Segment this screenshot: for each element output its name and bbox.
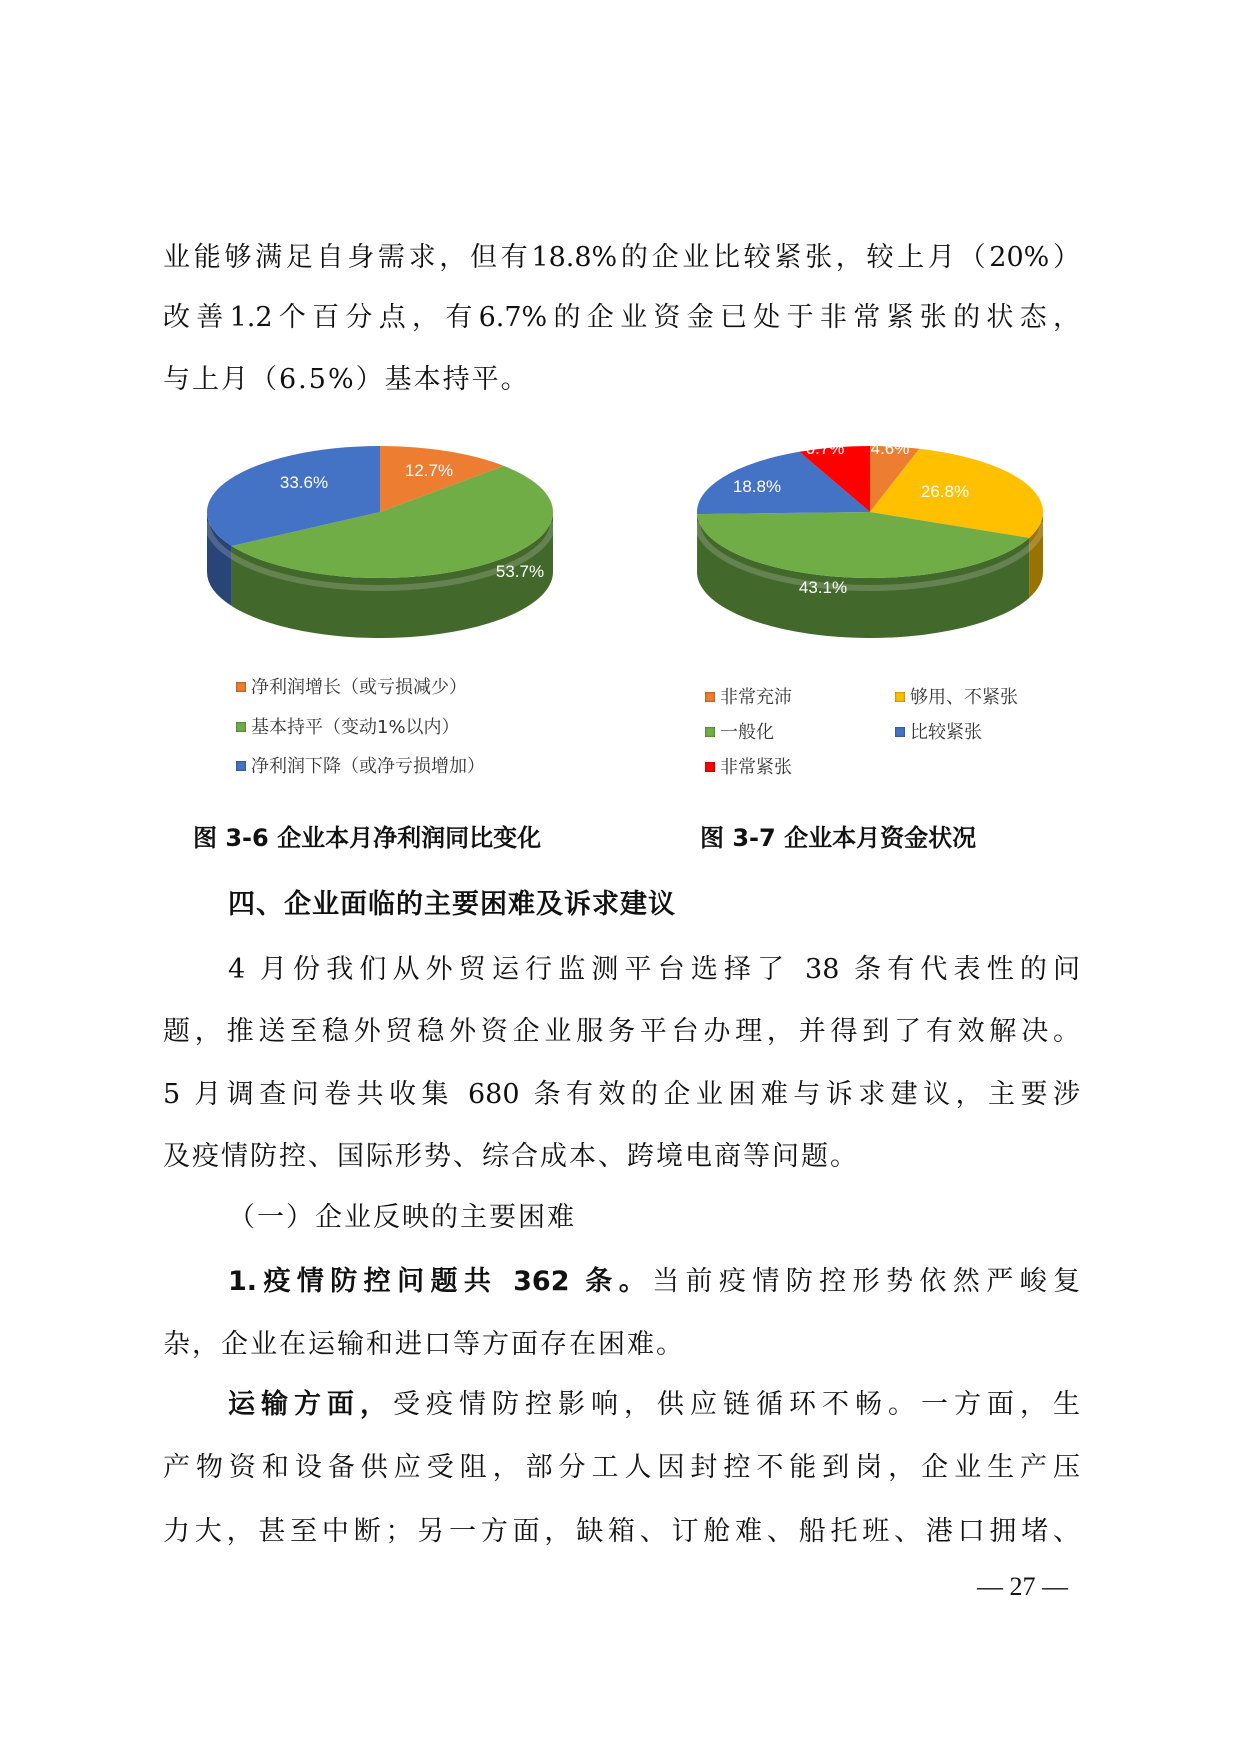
legend-item (705, 685, 792, 711)
body-line: 5 月调查问卷共收集 680 条有效的企业困难与诉求建议，主要涉 (163, 1079, 1080, 1110)
legend-item (895, 685, 1018, 711)
legend-item (236, 675, 467, 701)
pie-data-label: 26.8% (920, 482, 970, 501)
legend-marker-icon (705, 727, 715, 737)
body-line-3: 与上月（6.5%）基本持平。 (163, 364, 530, 395)
legend-item (236, 715, 460, 741)
legend-marker-icon (895, 727, 905, 737)
page-number: — 27 — (977, 1572, 1068, 1601)
legend-marker-icon (705, 692, 715, 702)
legend-marker-icon (895, 692, 905, 702)
figure-caption-3-6: 图 3-6 企业本月净利润同比变化 (193, 824, 542, 852)
body-line-with-lead (228, 1385, 1080, 1425)
legend-label: 够用、不紧张 (910, 687, 1018, 708)
legend-label: 非常充沛 (720, 687, 792, 708)
legend-marker-icon (236, 761, 246, 771)
body-line: 及疫情防控、国际形势、综合成本、跨境电商等问题。 (163, 1141, 859, 1172)
legend-label: 比较紧张 (910, 722, 982, 743)
body-line-with-lead (228, 1262, 1080, 1302)
body-line: 杂，企业在运输和进口等方面存在困难。 (163, 1329, 685, 1360)
bold-lead: 运输方面， (228, 1389, 393, 1420)
section-heading: 四、企业面临的主要困难及诉求建议 (228, 889, 676, 920)
legend-label: 净利润下降（或净亏损增加） (251, 756, 485, 777)
legend-label: 净利润增长（或亏损减少） (251, 677, 467, 698)
figure-caption-3-7: 图 3-7 企业本月资金状况 (700, 824, 977, 852)
body-line: 力大，甚至中断；另一方面，缺箱、订舱难、船托班、港口拥堵、 (163, 1516, 1080, 1547)
pie-data-label: 53.7% (495, 562, 545, 581)
body-text: 受疫情防控影响，供应链循环不畅。一方面，生 (393, 1389, 1080, 1420)
body-line-2: 改善1.2个百分点，有6.7%的企业资金已处于非常紧张的状态， (163, 302, 1080, 333)
legend-item (236, 754, 485, 780)
legend-marker-icon (236, 682, 246, 692)
bold-lead: 1.疫情防控问题共 362 条。 (228, 1266, 653, 1297)
pie-data-label: 18.8% (732, 477, 782, 496)
pie-data-label: 6.7% (805, 439, 845, 458)
pie-data-label: 4.6% (870, 439, 910, 458)
pie-data-label: 33.6% (279, 473, 329, 492)
pie-chart-net-profit (190, 430, 570, 660)
body-line: 4 月份我们从外贸运行监测平台选择了 38 条有代表性的问 (228, 954, 1080, 985)
body-line: 产物资和设备供应受阻，部分工人因封控不能到岗，企业生产压 (163, 1452, 1080, 1483)
pie-data-label: 12.7% (404, 461, 454, 480)
body-line: 题，推送至稳外贸稳外资企业服务平台办理，并得到了有效解决。 (163, 1016, 1080, 1047)
legend-label: 基本持平（变动1%以内） (251, 717, 460, 738)
pie-data-label: 43.1% (798, 578, 848, 597)
pie-chart-funding-status (680, 430, 1060, 660)
body-text: 当前疫情防控形势依然严峻复 (652, 1266, 1081, 1297)
body-line-1: 业能够满足自身需求，但有18.8%的企业比较紧张，较上月（20%） (163, 242, 1080, 273)
legend-label: 非常紧张 (720, 757, 792, 778)
legend-item (705, 755, 792, 781)
legend-item (705, 720, 774, 746)
subheading: （一）企业反映的主要困难 (228, 1202, 576, 1233)
legend-item (895, 720, 982, 746)
legend-marker-icon (236, 722, 246, 732)
legend-marker-icon (705, 762, 715, 772)
legend-label: 一般化 (720, 722, 774, 743)
